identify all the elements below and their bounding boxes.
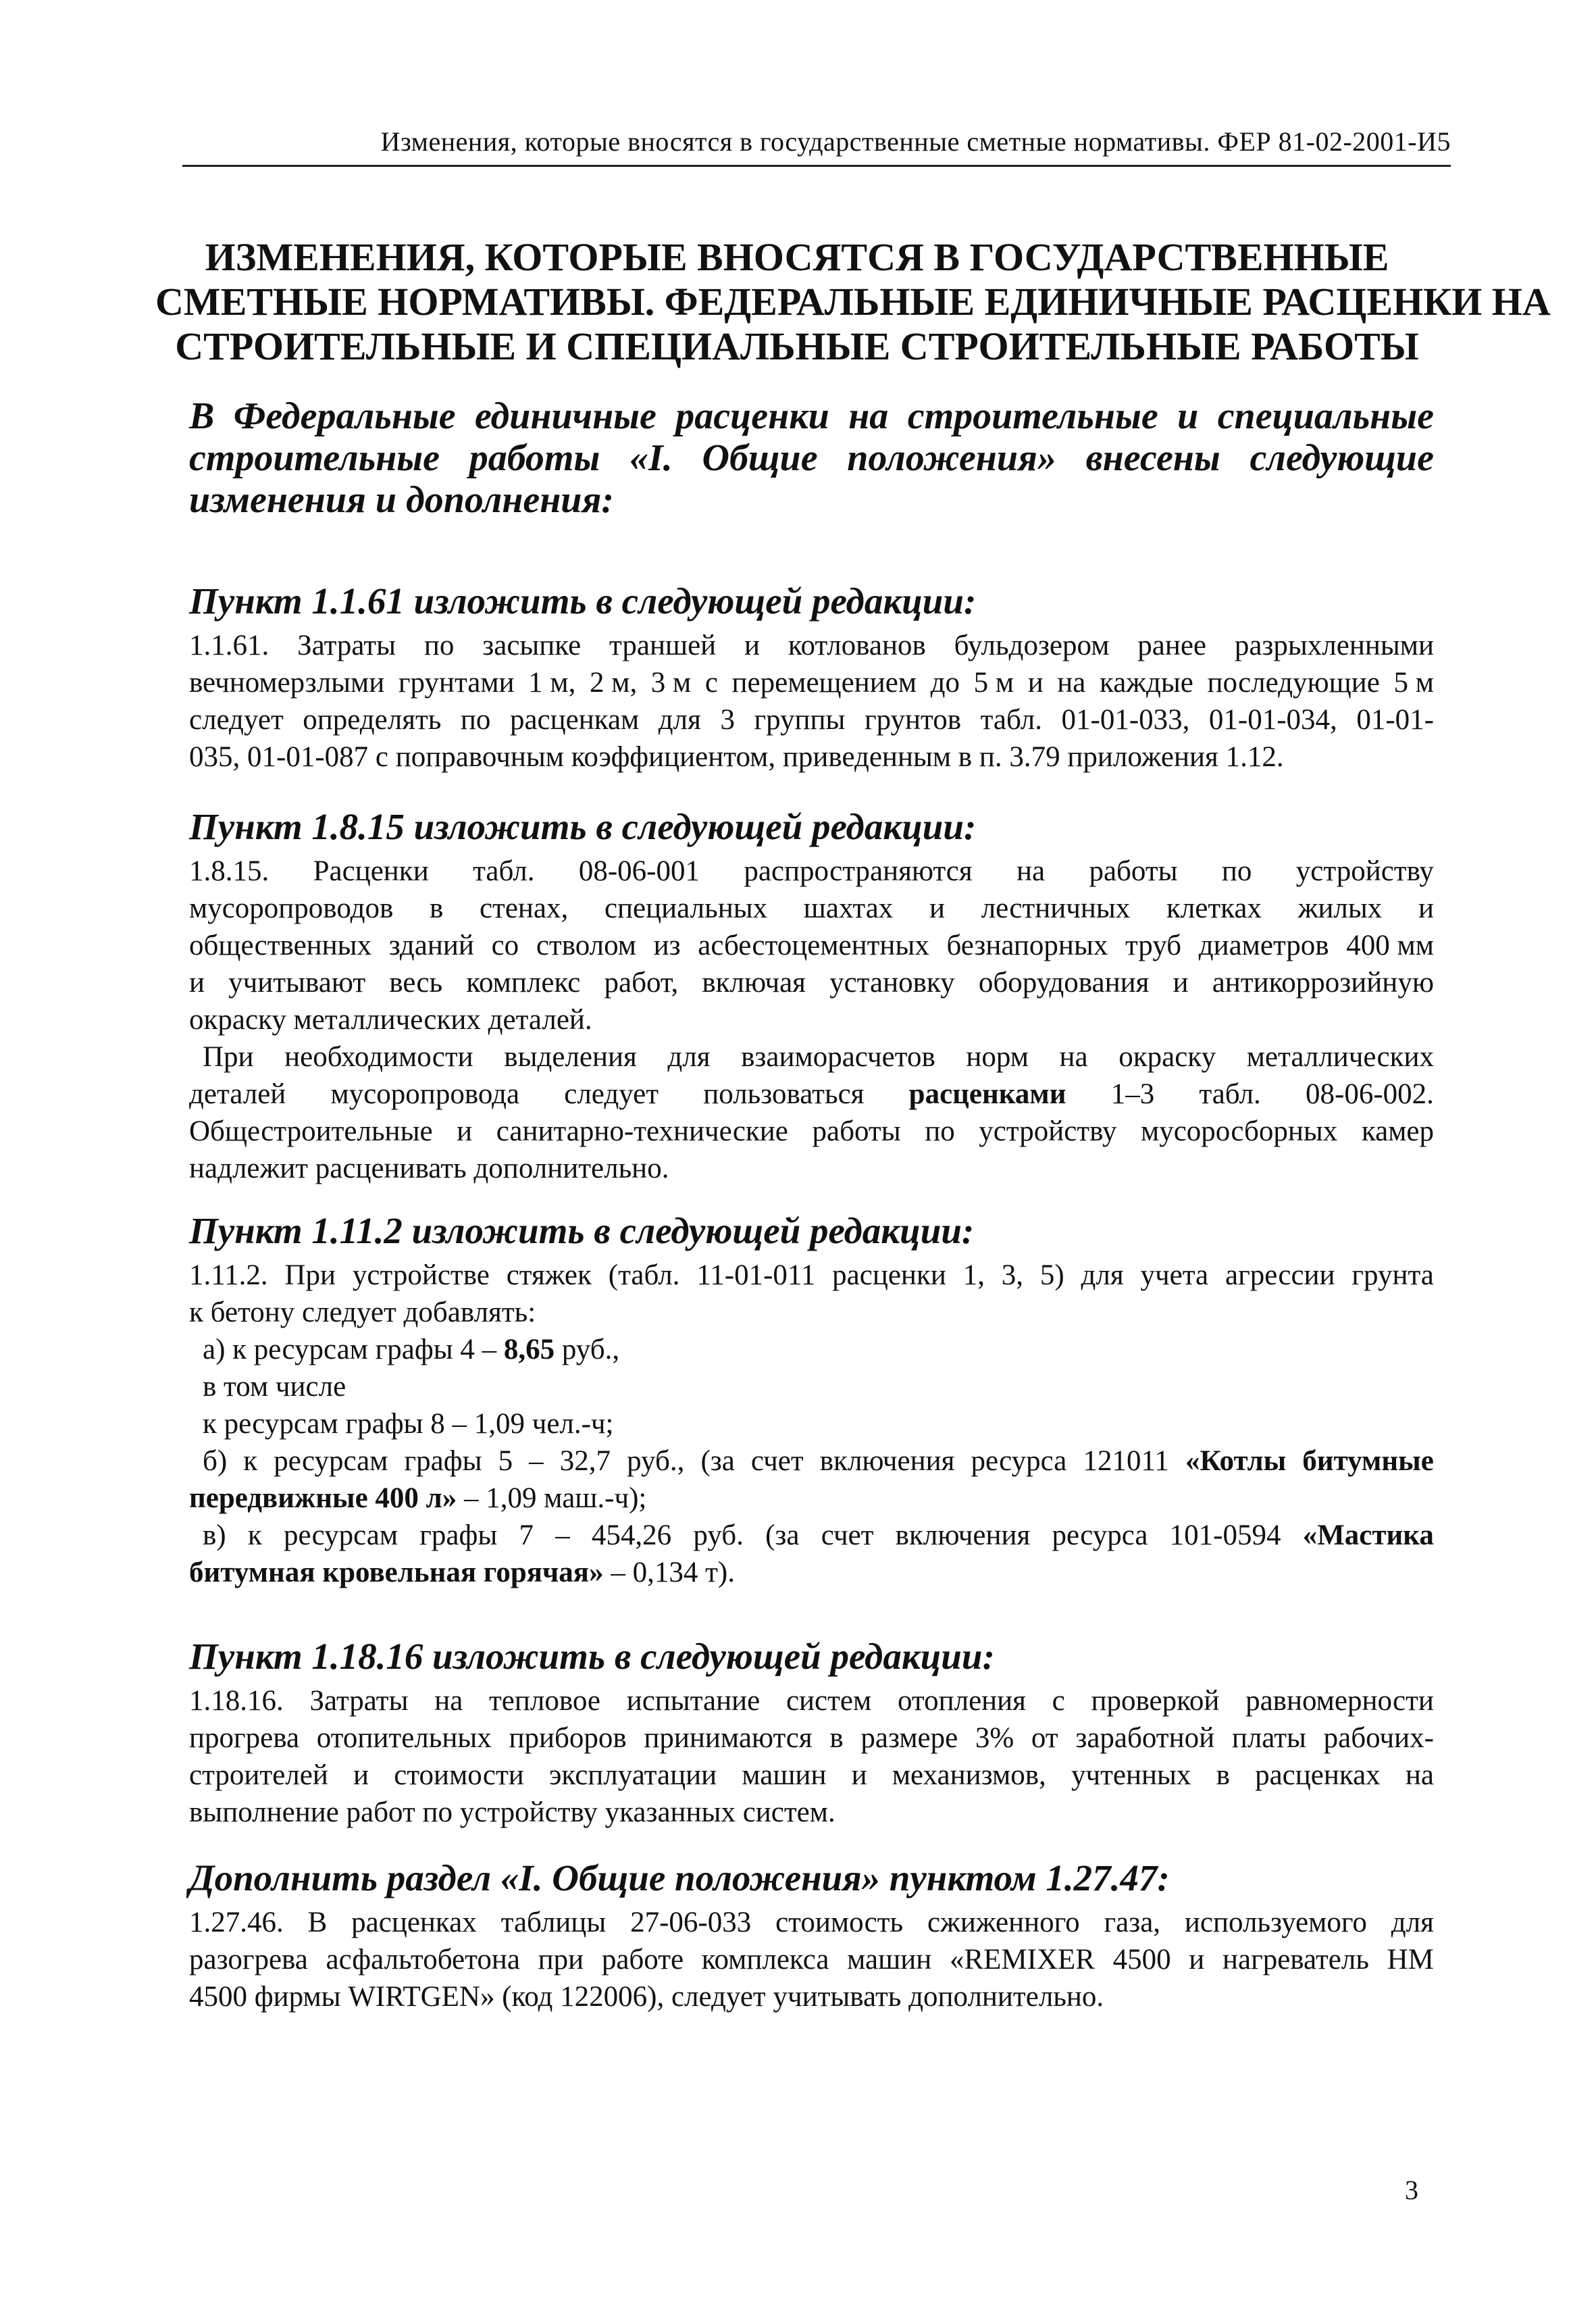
word: 400 мм	[1346, 930, 1434, 961]
word: следует	[564, 1078, 659, 1110]
word: 1.27.46.	[189, 1907, 284, 1938]
text-line	[189, 853, 1434, 890]
header-rule	[182, 165, 1451, 167]
word: машин	[847, 1944, 932, 1976]
item-a	[189, 1331, 1434, 1368]
word: включая	[702, 967, 806, 999]
word: разрыхленными	[1234, 630, 1434, 661]
word: работы	[1089, 855, 1178, 887]
word: учета	[1140, 1259, 1209, 1291]
word: испытание	[626, 1685, 761, 1717]
word: 454,26	[591, 1519, 672, 1551]
word: весь	[389, 967, 443, 999]
word: в	[829, 1722, 844, 1754]
word: руб.,	[627, 1445, 685, 1477]
section-1-27-47	[189, 1857, 1434, 2015]
word: пользоваться	[703, 1078, 865, 1110]
section-heading: Пункт 1.1.61 изложить в следующей редакции:	[189, 580, 977, 622]
word: по	[460, 704, 491, 736]
word: строительные	[907, 395, 1158, 437]
word: по	[1221, 855, 1252, 887]
word: эксплуатации	[548, 1759, 717, 1791]
word: В	[189, 395, 215, 437]
word: грунтов	[864, 704, 962, 736]
word: графы	[419, 1519, 498, 1551]
word: ресурса	[971, 1445, 1067, 1477]
word: газа,	[1104, 1907, 1161, 1938]
word: мусоропровода	[330, 1078, 520, 1110]
word: 1.11.2.	[189, 1259, 268, 1291]
item-a-unit: руб.,	[555, 1334, 620, 1365]
section-1-18-16	[189, 1635, 1434, 1831]
word: клетках	[1166, 892, 1262, 924]
word: и	[1418, 892, 1434, 924]
word: положения»	[847, 437, 1056, 479]
word: устройству	[979, 1115, 1117, 1147]
word: –	[555, 1519, 570, 1551]
word: ресурса	[1052, 1519, 1148, 1551]
intro-line	[189, 395, 1434, 437]
text-line: надлежит расценивать дополнительно.	[189, 1153, 669, 1184]
word: б)	[203, 1445, 228, 1477]
word: металлических	[1246, 1041, 1434, 1073]
word: расценки	[675, 395, 829, 437]
text-line: окраску металлических деталей.	[189, 1004, 592, 1036]
word: на	[434, 1685, 463, 1717]
text-line	[189, 1682, 1434, 1719]
word: шахтах	[803, 892, 894, 924]
word: расценкам	[509, 704, 640, 736]
word: расценках	[1255, 1759, 1381, 1791]
word: (за	[765, 1519, 800, 1551]
word: строительные	[189, 437, 440, 479]
word: мусоросборных	[1141, 1115, 1338, 1147]
word: механизмов,	[892, 1759, 1046, 1791]
word: и	[353, 1759, 369, 1791]
word: единичные	[475, 395, 657, 437]
word: ресурсам	[283, 1519, 398, 1551]
word: работы	[812, 1115, 901, 1147]
word: –	[529, 1445, 544, 1477]
word: равномерности	[1245, 1685, 1434, 1717]
word: рабочих-	[1323, 1722, 1434, 1754]
word: на	[1057, 667, 1086, 699]
word: и	[1177, 395, 1199, 437]
text-line	[189, 1757, 1434, 1794]
word: 3,	[1001, 1259, 1024, 1291]
text-line	[189, 1038, 1434, 1076]
word: При	[203, 1041, 254, 1073]
word: и	[1189, 1944, 1205, 1976]
word: стенах,	[479, 892, 569, 924]
word: взаиморасчетов	[741, 1041, 935, 1073]
word: и	[189, 967, 205, 999]
word: к	[243, 1445, 258, 1477]
word: и	[851, 1759, 867, 1791]
word: для	[667, 1041, 711, 1073]
word: 01-01-033,	[1061, 704, 1190, 736]
word: 11-01-011	[696, 1259, 816, 1291]
word: в	[1216, 1759, 1230, 1791]
section-heading: Пункт 1.8.15 изложить в следующей редакции:	[189, 806, 977, 847]
word: на	[1405, 1759, 1434, 1791]
intro-line: изменения и дополнения:	[189, 479, 614, 521]
word: 01-01-	[1356, 704, 1434, 736]
word: зданий	[388, 930, 474, 961]
bold-value: 8,65	[503, 1334, 555, 1365]
section-heading: Дополнить раздел «I. Общие положения» пунктом 1.27.47:	[189, 1857, 1170, 1898]
page-number: 3	[1405, 2175, 1418, 2205]
word: и	[457, 1115, 473, 1147]
text-line: к ресурсам графы 8 – 1,09 чел.-ч;	[203, 1408, 614, 1440]
word: внесены	[1085, 437, 1220, 479]
word: В	[307, 1907, 328, 1938]
text-line: 035, 01-01-087 с поправочным коэффициентом, приведенным в п. 3.79 приложения 1.12.	[189, 741, 1284, 773]
word: до	[930, 667, 960, 699]
text-line	[189, 927, 1434, 964]
word: 3	[720, 704, 735, 736]
text-line	[189, 1554, 1434, 1591]
word: 5 м	[973, 667, 1014, 699]
word: тепловое	[489, 1685, 600, 1717]
word: ресурсам	[274, 1445, 388, 1477]
word: 7	[519, 1519, 534, 1551]
running-header: Изменения, которые вносятся в государственные сметные нормативы. ФЕР 81-02-2001-И5	[380, 126, 1451, 157]
word: на	[1016, 855, 1046, 887]
word: и	[744, 630, 761, 661]
word: 2 м,	[589, 667, 638, 699]
text-line	[189, 664, 1434, 701]
word: устройстве	[352, 1259, 490, 1291]
word: работе	[601, 1944, 684, 1976]
word: 5 м	[1393, 667, 1434, 699]
title-line: СТРОИТЕЛЬНЫЕ И СПЕЦИАЛЬНЫЕ СТРОИТЕЛЬНЫЕ РАБОТЫ	[175, 324, 1419, 368]
text-line: 4500 фирмы WIRTGEN» (код 122006), следует учитывать дополнительно.	[189, 1981, 1104, 2013]
word: счет	[750, 1445, 804, 1477]
item-b-rest: – 1,09 маш.-ч);	[457, 1482, 647, 1514]
word: табл.	[1199, 1078, 1261, 1110]
word: засыпке	[482, 630, 582, 661]
word: Общестроительные	[189, 1115, 433, 1147]
word: комплекс	[466, 967, 581, 999]
section-heading: Пункт 1.18.16 изложить в следующей редакции:	[189, 1636, 995, 1677]
text-line	[189, 1941, 1434, 1978]
word: в)	[203, 1519, 226, 1551]
word: 1.8.15.	[189, 855, 269, 887]
word: устройству	[1295, 855, 1434, 887]
word: расценках	[351, 1907, 477, 1938]
word: для	[658, 704, 701, 736]
word: лестничных	[981, 892, 1131, 924]
word: безнапорных	[946, 930, 1108, 961]
word: каждые	[1100, 667, 1193, 699]
word: Расценки	[313, 855, 429, 887]
word: 5	[498, 1445, 513, 1477]
word: 101-0594	[1169, 1519, 1281, 1551]
word: и	[1027, 667, 1044, 699]
word: следует	[189, 704, 284, 736]
word: на	[1059, 1041, 1088, 1073]
word: группы	[754, 704, 846, 736]
word: прогрева	[189, 1722, 300, 1754]
word: «REMIXER	[949, 1944, 1095, 1976]
word: Общие	[702, 437, 818, 479]
title-line: СМЕТНЫЕ НОРМАТИВЫ. ФЕДЕРАЛЬНЫЕ ЕДИНИЧНЫЕ РАСЦЕНКИ НА	[155, 280, 1551, 324]
section-1-1-61	[189, 580, 1434, 776]
word: 1,	[962, 1259, 985, 1291]
word: НМ	[1387, 1944, 1434, 1976]
section-heading: Пункт 1.11.2 изложить в следующей редакции:	[189, 1210, 975, 1251]
word: необходимости	[284, 1041, 473, 1073]
word: деталей	[189, 1078, 286, 1110]
word: асфальтобетона	[326, 1944, 520, 1976]
word: ранее	[1137, 630, 1207, 661]
word: бульдозером	[954, 630, 1110, 661]
word: установку	[829, 967, 955, 999]
word: размере	[860, 1722, 958, 1754]
text-line: в том числе	[203, 1371, 346, 1403]
word: табл.	[473, 855, 535, 887]
word: с	[1052, 1685, 1065, 1717]
word: Федеральные	[233, 395, 456, 437]
word: 27-06-033	[630, 1907, 752, 1938]
text-line	[189, 1257, 1434, 1294]
word: 3 м	[650, 667, 692, 699]
word: распространяются	[744, 855, 973, 887]
word: последующие	[1207, 667, 1380, 699]
word: грунтами	[398, 667, 515, 699]
word: по	[925, 1115, 955, 1147]
word: перемещением	[731, 667, 917, 699]
bold-term: «Мастика	[1302, 1519, 1434, 1551]
word: заработной	[1075, 1722, 1215, 1754]
word: с	[704, 667, 718, 699]
text-line	[189, 890, 1434, 927]
word: 1.18.16.	[189, 1685, 284, 1717]
word: выделения	[504, 1041, 637, 1073]
word: платы	[1231, 1722, 1306, 1754]
document-title	[155, 235, 1551, 369]
word: котлованов	[788, 630, 926, 661]
word: жилых	[1297, 892, 1383, 924]
intro-paragraph	[189, 395, 1434, 521]
text-line	[189, 627, 1434, 664]
word: учтенных	[1071, 1759, 1191, 1791]
word: 32,7	[559, 1445, 611, 1477]
word: руб.	[693, 1519, 744, 1551]
word: отопительных	[316, 1722, 492, 1754]
word: агрессии	[1225, 1259, 1335, 1291]
word: 01-01-034,	[1208, 704, 1337, 736]
bold-term: расценками	[908, 1078, 1066, 1110]
word: 08-06-001	[578, 855, 700, 887]
word: мусоропроводов	[189, 892, 394, 924]
word: сжиженного	[927, 1907, 1080, 1938]
word: разогрева	[189, 1944, 308, 1976]
word: в	[429, 892, 444, 924]
word: общественных	[189, 930, 372, 961]
item-v-rest: – 0,134 т).	[603, 1557, 735, 1588]
text-line	[189, 1113, 1434, 1150]
word: к	[247, 1519, 262, 1551]
word: строителей	[189, 1759, 328, 1791]
item-v-line	[189, 1517, 1434, 1554]
word: 1–3	[1110, 1078, 1155, 1110]
word: Затраты	[309, 1685, 409, 1717]
word: (за	[700, 1445, 735, 1477]
text-line: к бетону следует добавлять:	[189, 1297, 536, 1328]
word: используемого	[1184, 1907, 1367, 1938]
word: и	[1173, 967, 1189, 999]
word: на	[848, 395, 889, 437]
word: включения	[895, 1519, 1031, 1551]
text-line	[189, 701, 1434, 738]
word: при	[538, 1944, 584, 1976]
word: стяжек	[506, 1259, 592, 1291]
word: труб	[1125, 930, 1182, 961]
word: проверкой	[1091, 1685, 1220, 1717]
word: принимаются	[644, 1722, 813, 1754]
bold-term: передвижные 400 л»	[189, 1482, 457, 1514]
bold-term: битумные	[1302, 1445, 1434, 1477]
word: приборов	[509, 1722, 627, 1754]
word: нагреватель	[1222, 1944, 1369, 1976]
word: 3%	[975, 1722, 1014, 1754]
word: норм	[966, 1041, 1029, 1073]
word: (табл.	[608, 1259, 680, 1291]
word: 1 м,	[528, 667, 576, 699]
word: включения	[819, 1445, 955, 1477]
intro-line	[189, 437, 1434, 479]
word: асбестоцементных	[698, 930, 929, 961]
word: специальных	[604, 892, 768, 924]
word: учитывают	[228, 967, 366, 999]
word: от	[1031, 1722, 1058, 1754]
word: для	[1391, 1907, 1434, 1938]
word: отопления	[897, 1685, 1026, 1717]
word: из	[653, 930, 681, 961]
word: санитарно-технические	[496, 1115, 788, 1147]
text-line: выполнение работ по устройству указанных систем.	[189, 1796, 835, 1828]
word: счет	[821, 1519, 874, 1551]
word: «I.	[629, 437, 673, 479]
text-line	[189, 1076, 1434, 1113]
word: диаметров	[1198, 930, 1329, 961]
text-line	[189, 1904, 1434, 1941]
word: 08-06-002.	[1306, 1078, 1434, 1110]
word: работы	[469, 437, 600, 479]
word: следующие	[1250, 437, 1434, 479]
word: работ,	[604, 967, 679, 999]
word: окраску	[1118, 1041, 1216, 1073]
item-b-line	[189, 1442, 1434, 1480]
word: графы	[404, 1445, 482, 1477]
word: специальные	[1217, 395, 1434, 437]
text-line	[189, 1480, 1434, 1517]
word: 121011	[1083, 1445, 1169, 1477]
word: табл.	[980, 704, 1042, 736]
item-a-text: а) к ресурсам графы 4 –	[203, 1334, 504, 1365]
bold-term: битумная кровельная горячая»	[189, 1557, 604, 1588]
word: стоимость	[775, 1907, 904, 1938]
word: расценки	[832, 1259, 946, 1291]
bold-term: «Котлы	[1185, 1445, 1287, 1477]
word: комплекса	[701, 1944, 829, 1976]
section-1-8-15	[189, 805, 1434, 1187]
word: грунта	[1352, 1259, 1434, 1291]
word: При	[284, 1259, 336, 1291]
word: антикоррозийную	[1212, 967, 1434, 999]
word: и	[929, 892, 946, 924]
word: систем	[786, 1685, 872, 1717]
word: Затраты	[297, 630, 396, 661]
text-line	[189, 1719, 1434, 1757]
word: со	[491, 930, 519, 961]
word: траншей	[609, 630, 717, 661]
word: для	[1081, 1259, 1124, 1291]
word: таблицы	[500, 1907, 607, 1938]
word: машин	[742, 1759, 827, 1791]
section-1-11-2	[189, 1209, 1434, 1591]
word: 1.1.61.	[189, 630, 269, 661]
word: камер	[1361, 1115, 1434, 1147]
word: оборудования	[978, 967, 1150, 999]
word: по	[423, 630, 455, 661]
word: 4500	[1112, 1944, 1171, 1976]
title-line: ИЗМЕНЕНИЯ, КОТОРЫЕ ВНОСЯТСЯ В ГОСУДАРСТВЕННЫЕ	[205, 235, 1389, 279]
text-line	[189, 964, 1434, 1001]
word: стволом	[536, 930, 636, 961]
word: стоимости	[394, 1759, 524, 1791]
word: 5)	[1039, 1259, 1064, 1291]
word: определять	[303, 704, 442, 736]
word: вечномерзлыми	[189, 667, 385, 699]
